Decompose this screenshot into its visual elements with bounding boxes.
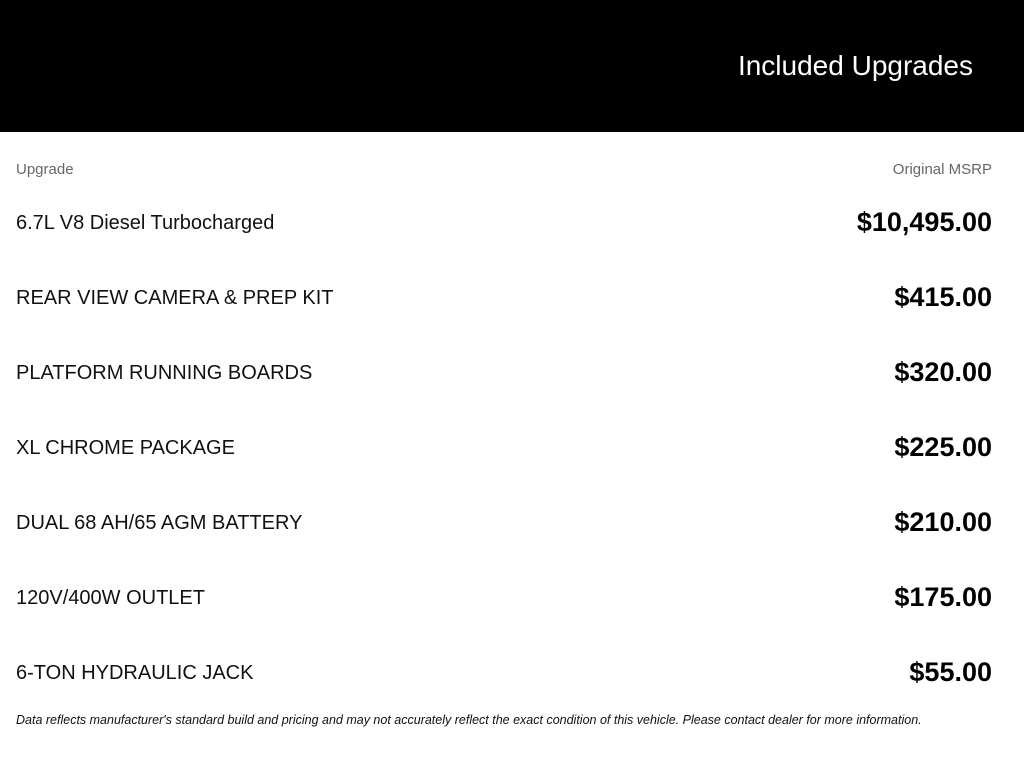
list-item — [16, 422, 992, 497]
upgrade-name: 6-TON HYDRAULIC JACK — [16, 662, 254, 684]
upgrade-price: $210.00 — [894, 507, 992, 537]
upgrade-price: $320.00 — [894, 357, 992, 387]
list-item — [16, 572, 992, 647]
list-item — [16, 197, 992, 272]
column-header-upgrade: Upgrade — [16, 161, 74, 178]
disclaimer-text: Data reflects manufacturer's standard build and pricing and may not accurately reflect the exact condition of this vehicle. Please contact dealer for more information. — [16, 713, 922, 727]
upgrade-name: PLATFORM RUNNING BOARDS — [16, 362, 313, 384]
upgrade-price: $225.00 — [894, 432, 992, 462]
column-header-msrp: Original MSRP — [892, 161, 992, 178]
header-bar — [0, 0, 1024, 132]
upgrade-name: REAR VIEW CAMERA & PREP KIT — [16, 287, 334, 309]
upgrade-name: 120V/400W OUTLET — [16, 587, 205, 609]
upgrade-name: DUAL 68 AH/65 AGM BATTERY — [16, 512, 303, 534]
list-item — [16, 647, 992, 722]
list-item — [16, 497, 992, 572]
upgrade-price: $55.00 — [909, 657, 992, 687]
upgrade-name: 6.7L V8 Diesel Turbocharged — [16, 212, 275, 234]
page-title: Included Upgrades — [737, 50, 973, 81]
upgrade-price: $415.00 — [894, 282, 992, 312]
list-item — [16, 272, 992, 347]
upgrade-price: $175.00 — [894, 582, 992, 612]
upgrade-price: $10,495.00 — [856, 207, 992, 237]
upgrade-name: XL CHROME PACKAGE — [16, 437, 235, 459]
column-headers — [16, 160, 992, 180]
upgrade-list — [16, 197, 992, 722]
list-item — [16, 347, 992, 422]
